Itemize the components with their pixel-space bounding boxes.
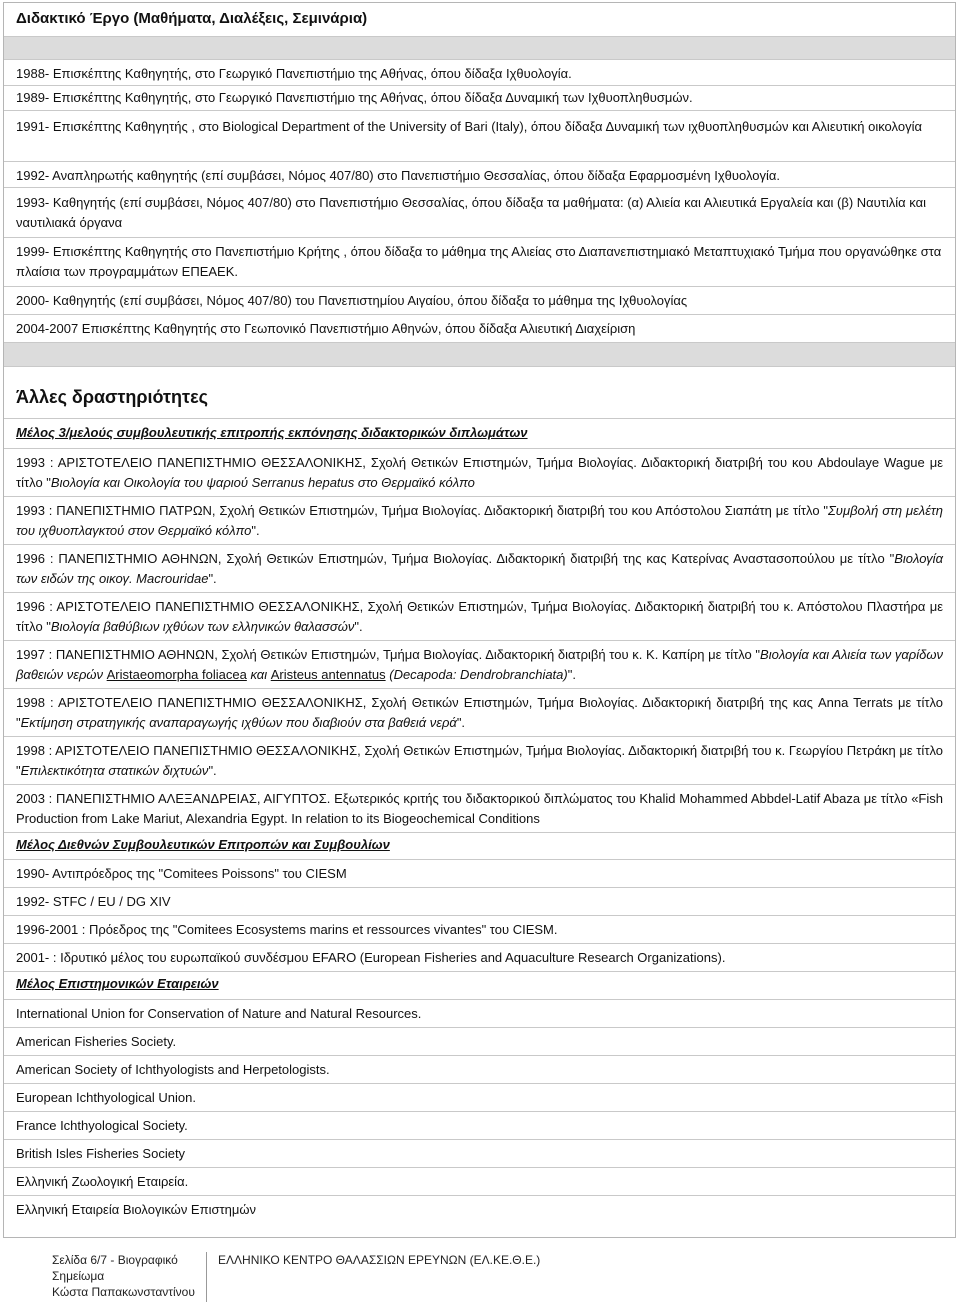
thesis-title: Βιολογία και Οικολογία του ψαριού Serranus hepatus στο Θερμαϊκό κόλπο: [50, 475, 475, 490]
society-item: British Isles Fisheries Society: [4, 1140, 955, 1168]
committee-text: 1998 : ΑΡΙΣΤΟΤΕΛΕΙΟ ΠΑΝΕΠΙΣΤΗΜΙΟ ΘΕΣΣΑΛΟΝΙΚΗΣ, Σχολή Θετικών Επιστημών, Τμήμα Βιολογίας. Διδακτορική διατριβή του κ. Γεωργίου Πετράκη με τίτλο ": [16, 743, 943, 778]
thesis-title: Συμβολή στη μελέτη του ιχθυοπλαγκτού στον Θερμαϊκό κόλπο: [16, 503, 943, 538]
teaching-item: 2004-2007 Επισκέπτης Καθηγητής στο Γεωπονικό Πανεπιστήμιο Αθηνών, όπου δίδαξα Αλιευτική Διαχείριση: [4, 315, 955, 343]
society-item: American Society of Ichthyologists and Herpetologists.: [4, 1056, 955, 1084]
thesis-title: (Decapoda: Dendrobranchiata): [385, 667, 568, 682]
committee-text: 1996 : ΑΡΙΣΤΟΤΕΛΕΙΟ ΠΑΝΕΠΙΣΤΗΜΙΟ ΘΕΣΣΑΛΟΝΙΚΗΣ, Σχολή Θετικών Επιστημών, Τμήμα Βιολογίας. Διδακτορική διατριβή του κ. Απόστολου Πλαστήρα με τίτλο ": [16, 599, 943, 634]
thesis-title-and: και: [246, 667, 271, 682]
intl-heading: Μέλος Διεθνών Συμβουλευτικών Επιτροπών και Συμβουλίων: [4, 833, 955, 860]
committee-tail: ".: [567, 667, 576, 682]
committee-text: 1993 : ΠΑΝΕΠΙΣΤΗΜΙΟ ΠΑΤΡΩΝ, Σχολή Θετικών Επιστημών, Τμήμα Βιολογίας. Διδακτορική διατριβή του κου Απόστολου Σιαπάτη με τίτλο ": [16, 503, 829, 518]
footer-left: [52, 1252, 202, 1300]
society-item: Ελληνική Εταιρεία Βιολογικών Επιστημών: [16, 1202, 256, 1217]
committee-item: [4, 449, 955, 497]
committee-tail: ".: [208, 571, 217, 586]
teaching-item: 1999- Επισκέπτης Καθηγητής στο Πανεπιστήμιο Κρήτης , όπου δίδαξα το μάθημα της Αλιείας στο Διαπανεπιστημιακό Μεταπτυχιακό Τμήμα που οργανώθηκε στα πλαίσια των προγραμμάτων ΕΠΕΑΕΚ.: [4, 238, 955, 287]
committee-tail: ".: [354, 619, 363, 634]
footer-page-number: Σελίδα 6/7 - Βιογραφικό Σημείωμα: [52, 1253, 178, 1283]
society-item: European Ichthyological Union.: [4, 1084, 955, 1112]
committee-tail: ".: [456, 715, 466, 730]
committee-item: [4, 545, 955, 593]
thesis-title: Βιολογία των ειδών της οικογ. Macrouridae: [16, 551, 943, 586]
species-name: Aristaeomorpha foliacea: [106, 667, 247, 682]
society-item: International Union for Conservation of Nature and Natural Resources.: [4, 1000, 955, 1028]
teaching-item: 1993- Καθηγητής (επί συμβάσει, Νόμος 407/80) στο Πανεπιστήμιο Θεσσαλίας, όπου δίδαξα τα μαθήματα: (α) Αλιεία και Αλιευτικά Εργαλεία και (β) Ναυτιλία και ναυτιλιακά όργανα: [4, 188, 955, 238]
committee-text: 1996 : ΠΑΝΕΠΙΣΤΗΜΙΟ ΑΘΗΝΩΝ, Σχολή Θετικών Επιστημών, Τμήμα Βιολογίας. Διδακτορική διατριβή της κας Κατερίνας Αναστασοπούλου με τίτλο ": [16, 551, 895, 566]
content-table: [3, 2, 956, 1238]
committee-text: 1993 : ΑΡΙΣΤΟΤΕΛΕΙΟ ΠΑΝΕΠΙΣΤΗΜΙΟ ΘΕΣΣΑΛΟΝΙΚΗΣ, Σχολή Θετικών Επιστημών, Τμήμα Βιολογίας. Διδακτορική διατριβή του κου Abdoulaye Wague με τίτλο ": [16, 455, 943, 490]
committee-text: 1998 : ΑΡΙΣΤΟΤΕΛΕΙΟ ΠΑΝΕΠΙΣΤΗΜΙΟ ΘΕΣΣΑΛΟΝΙΚΗΣ, Σχολή Θετικών Επιστημών, Τμήμα Βιολογίας. Διδακτορική διατριβή της κας Anna Terrats με τίτλο ": [16, 695, 943, 730]
committee-heading: Μέλος 3/μελούς συμβουλευτικής επιτροπής εκπόνησης διδακτορικών διπλωμάτων: [4, 419, 955, 449]
thesis-title: Εκτίμηση στρατηγικής αναπαραγωγής ιχθύων που διαβιούν στα βαθειά νερά: [20, 715, 457, 730]
thesis-title: Βιολογία και Αλιεία των γαρίδων βαθειών νερών: [16, 647, 943, 682]
footer-organization: ΕΛΛΗΝΙΚΟ ΚΕΝΤΡΟ ΘΑΛΑΣΣΙΩΝ ΕΡΕΥΝΩΝ (ΕΛ.ΚΕ.Θ.Ε.): [218, 1253, 541, 1267]
society-item: Ελληνική Ζωολογική Εταιρεία.: [4, 1168, 955, 1196]
species-name: Aristeus antennatus: [270, 667, 386, 682]
teaching-item: 1988- Επισκέπτης Καθηγητής, στο Γεωργικό Πανεπιστήμιο της Αθήνας, όπου δίδαξα Ιχθυολογία.: [4, 60, 955, 86]
committee-item: [4, 689, 955, 737]
thesis-title: Βιολογία βαθύβιων ιχθύων των ελληνικών θαλασσών: [50, 619, 355, 634]
intl-item: 1992- STFC / EU / DG XIV: [4, 888, 955, 916]
committee-item: [4, 593, 955, 641]
committee-tail: ".: [208, 763, 217, 778]
society-item: American Fisheries Society.: [4, 1028, 955, 1056]
committee-tail: ".: [251, 523, 260, 538]
committee-item: [4, 497, 955, 545]
teaching-item: 2000- Καθηγητής (επί συμβάσει, Νόμος 407/80) του Πανεπιστημίου Αιγαίου, όπου δίδαξα το μάθημα της Ιχθυολογίας: [4, 287, 955, 315]
gray-separator: [4, 37, 955, 60]
intl-item: 1990- Αντιπρόεδρος της "Comitees Poissons" του CIESM: [4, 860, 955, 888]
intl-item: 1996-2001 : Πρόεδρος της "Comitees Ecosystems marins et ressources vivantes" του CIESM.: [4, 916, 955, 944]
page-footer: [52, 1252, 652, 1302]
committee-item: 2003 : ΠΑΝΕΠΙΣΤΗΜΙΟ ΑΛΕΞΑΝΔΡΕΙΑΣ, ΑΙΓΥΠΤΟΣ. Εξωτερικός κριτής του διδακτορικού διπλώματος του Khalid Mohammed Abbdel-Latif Abaza με τίτλο «Fish Production from Lake Mariut, Alexandria Egypt. In relation to its Biogeochemical Conditions: [4, 785, 955, 833]
committee-item: [4, 641, 955, 689]
committee-item: [4, 737, 955, 785]
teaching-item: 1991- Επισκέπτης Καθηγητής , στο Biological Department of the University of Bari (Italy), όπου δίδαξα Δυναμική των ιχθυοπληθυσμών και Αλιευτική οικολογία: [4, 111, 955, 162]
intl-item: 2001- : Ιδρυτικό μέλος του ευρωπαϊκού συνδέσμου EFARO (European Fisheries and Aquaculture Research Organizations).: [4, 944, 955, 972]
societies-heading: Μέλος Επιστημονικών Εταιρειών: [4, 972, 955, 1000]
committee-text: 1997 : ΠΑΝΕΠΙΣΤΗΜΙΟ ΑΘΗΝΩΝ, Σχολή Θετικών Επιστημών, Τμήμα Βιολογίας. Διδακτορική διατριβή του κ. Κ. Καπίρη με τίτλο ": [16, 647, 761, 662]
society-item: France Ichthyological Society.: [4, 1112, 955, 1140]
footer-divider: [206, 1252, 207, 1302]
other-activities-heading: Άλλες δραστηριότητες: [4, 367, 955, 419]
footer-author: Κώστα Παπακωνσταντίνου: [52, 1285, 195, 1299]
section-title: Διδακτικό Έργο (Μαθήματα, Διαλέξεις, Σεμινάρια): [4, 3, 955, 37]
thesis-title: Επιλεκτικότητα στατικών διχτυών: [20, 763, 209, 778]
teaching-item: 1989- Επισκέπτης Καθηγητής, στο Γεωργικό Πανεπιστήμιο της Αθήνας, όπου δίδαξα Δυναμική των Ιχθυοπληθυσμών.: [4, 86, 955, 111]
gray-separator: [4, 343, 955, 367]
teaching-item: 1992- Αναπληρωτής καθηγητής (επί συμβάσει, Νόμος 407/80) στο Πανεπιστήμιο Θεσσαλίας, όπου δίδαξα Εφαρμοσμένη Ιχθυολογία.: [4, 162, 955, 188]
